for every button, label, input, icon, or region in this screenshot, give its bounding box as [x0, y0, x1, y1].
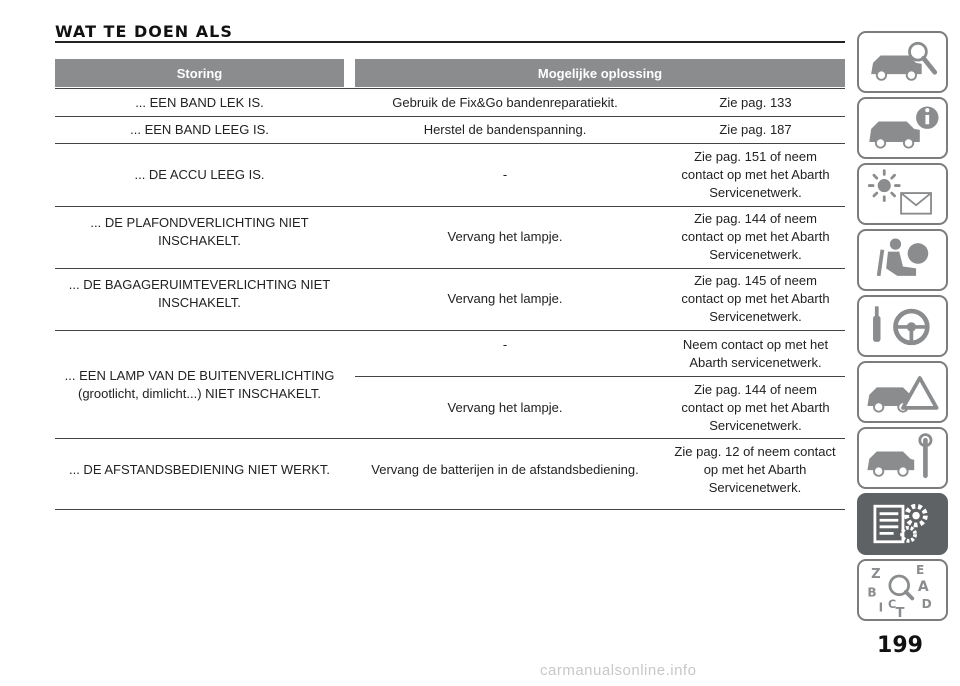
index-letter: I: [878, 600, 884, 615]
tab-car-info[interactable]: [857, 97, 948, 159]
reference-cell: Zie pag. 151 of neem contact op met het Abarth Servicenetwerk.: [681, 149, 830, 200]
reference-cell: Zie pag. 133: [719, 95, 792, 110]
fault-cell: ... DE PLAFONDVERLICHTING NIET INSCHAKELT.: [90, 215, 309, 248]
car-emergency-icon: [859, 363, 946, 421]
fault-cell: ... DE ACCU LEEG IS.: [134, 167, 265, 182]
fault-cell: ... DE BAGAGERUIMTEVERLICHTING NIET INSCHAKELT.: [68, 277, 331, 310]
reference-cell: Neem contact op met het Abarth servicenetwerk.: [682, 336, 829, 370]
tab-key-steering[interactable]: [857, 295, 948, 357]
action-cell: Gebruik de Fix&Go bandenreparatiekit.: [392, 95, 618, 110]
reference-cell: Zie pag. 145 of neem contact op met het Abarth Servicenetwerk.: [681, 273, 830, 324]
index-letter: C: [888, 597, 897, 611]
action-cell: Vervang het lampje.: [447, 291, 563, 306]
car-search-icon: [859, 33, 946, 91]
alphabetical-index-icon: [859, 561, 946, 619]
table-rule: [55, 88, 845, 89]
tab-car-search[interactable]: [857, 31, 948, 93]
action-cell: Vervang het lampje.: [447, 399, 563, 415]
index-letter: Z: [871, 566, 881, 582]
reference-cell: Zie pag. 144 of neem contact op met het Abarth Servicenetwerk.: [681, 381, 830, 433]
warning-lights-message-icon: [859, 165, 946, 223]
header-solution: Mogelijke oplossing: [355, 59, 845, 87]
table-rule: [355, 376, 845, 377]
action-cell: Herstel de bandenspanning.: [423, 122, 587, 137]
index-letter: B: [867, 585, 877, 600]
fault-cell: ... EEN BAND LEEG IS.: [130, 122, 269, 137]
index-letter: E: [916, 563, 925, 578]
index-letter: D: [921, 596, 932, 611]
fault-cell: ... EEN LAMP VAN DE BUITENVERLICHTING (grootlicht, dimlicht...) NIET INSCHAKELT.: [64, 367, 335, 401]
technical-data-gears-icon: [859, 495, 946, 553]
page-title: WAT TE DOEN ALS: [55, 22, 233, 41]
table-rule: [55, 438, 845, 439]
action-cell: Vervang de batterijen in de afstandsbediening.: [371, 462, 639, 477]
page-number: 199: [877, 633, 923, 658]
tab-technical-data[interactable]: [857, 493, 948, 555]
table-rule: [55, 116, 845, 117]
title-rule: [55, 41, 845, 43]
action-cell: -: [502, 337, 508, 352]
header-fault: Storing: [55, 59, 344, 87]
table-rule: [55, 330, 845, 331]
fault-cell: ... DE AFSTANDSBEDIENING NIET WERKT.: [68, 462, 330, 477]
car-maintenance-icon: [859, 429, 946, 487]
index-letter: T: [895, 606, 905, 619]
tab-car-emergency[interactable]: [857, 361, 948, 423]
table-rule: [55, 143, 845, 144]
tab-car-maintenance[interactable]: [857, 427, 948, 489]
seat-airbag-icon: [859, 231, 946, 289]
action-cell: -: [502, 167, 508, 182]
index-letter: A: [917, 578, 929, 595]
tab-seat-airbag[interactable]: [857, 229, 948, 291]
reference-cell: Zie pag. 144 of neem contact op met het Abarth Servicenetwerk.: [681, 211, 830, 262]
reference-cell: Zie pag. 187: [719, 122, 792, 137]
watermark: carmanualsonline.info: [540, 662, 697, 679]
tab-alphabetical-index[interactable]: [857, 559, 948, 621]
table-rule: [55, 206, 845, 207]
fault-cell: ... EEN BAND LEK IS.: [135, 95, 264, 110]
tab-warning-lights[interactable]: [857, 163, 948, 225]
reference-cell: Zie pag. 12 of neem contact op met het Abarth Servicenetwerk.: [674, 444, 836, 495]
table-rule: [55, 509, 845, 510]
action-cell: Vervang het lampje.: [447, 229, 563, 244]
table-rule: [55, 268, 845, 269]
key-steering-wheel-icon: [859, 297, 946, 355]
car-info-icon: [859, 99, 946, 157]
